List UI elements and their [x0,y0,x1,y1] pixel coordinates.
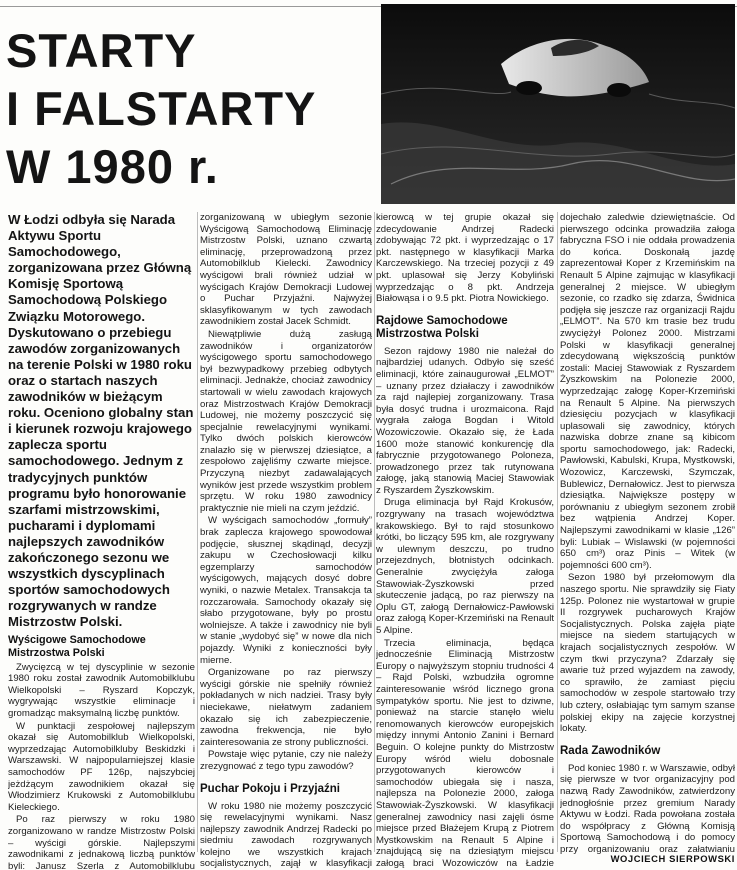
racing-car-photo [381,4,735,204]
body-paragraph: zorganizowaną w ubiegłym sezonie Wyścigową Samochodową Eliminację Mistrzostw Polski, uznano czwartą eliminację, przeprowadzoną przez Automobilklub Kielecki. Zawodnicy wyścigowi brali również udział w wyścigach Krajów Demokracji Ludowej o Puchar Przyjaźni. Najwyżej sklasyfikowanym w tych zawodach zawodnikiem został Jacek Schmidt. [200,212,372,328]
lead-paragraph: W Łodzi odbyła się Narada Aktywu Sportu Samochodowego, zorganizowana przez Główną Komisję Sportową Samochodową Polskiego Związku Motorowego. Dyskutowano o przebiegu zawodów zorganizowanych na terenie Polski w 1980 roku oraz o startach naszych zawodników w bieżącym roku. Oceniono globalny stan i kierunek rozwoju krajowego zaplecza sportu samochodowego. Jednym z tradycyjnych punktów programu było honorowanie szarfami mistrzowskimi, pucharami i dyplomami najlepszych zawodników zakończonego sezonu we wszystkich dyscyplinach sportów samochodowych rozgrywanych w randze Mistrzostw Polski. [8,212,194,630]
headline [6,22,376,196]
column-rule [197,212,198,852]
section-heading-rada: Rada Zawodników [560,744,661,757]
column-1 [8,212,195,870]
body-paragraph: kierowcą w tej grupie okazał się zdecydowanie Andrzej Radecki zdobywając 72 pkt. i wyprzedzając o 17 pkt. następnego w klasyfikacji Marka Karczewskiego. Na trzeciej pozycji z 49 pkt. uplasował się Jerzy Kobyliński wyprzedzając o 8 pkt. Andrzeja Białowąsa i o 9.5 pkt. Piotra Nowickiego. [376,212,554,305]
section-heading-wyscigowe: Wyścigowe Samochodowe Mistrzostwa Polski [8,634,146,660]
column-rule [557,212,558,852]
body-paragraph: Trzecia eliminacja, będąca jednocześnie Eliminacją Mistrzostw Europy o najwyższym stopniu trudności 4 – Rajd Polski, wzbudziła ogromne zainteresowanie wśród licznego grona sympatyków sportu. Nie jest to dziwne, ponieważ na starcie stanęło wielu renomowanych kierowców europejskich między innymi Antonio Zanini i Bernard Beguin. O kolejne punkty do Mistrzostw Europy wśród wielu dobosnale przygotowanych kierowców i samochodów ubiegała się i nasza, najlepsza na Polonezie 2000, załoga Stawowiak-Żyszkowski. W klasyfikacji generalnej zawodnicy nasi zajęli ósme miejsce przed Błażejem Krupą z Piotrem Mystkowskim na Renault 5 Alpine i znajdującą się na dziesiątym miejscu załogą braci Wozowiczów na Ładzie [376,637,554,869]
body-paragraph: Druga eliminacja był Rajd Krokusów, rozgrywany na trasach województwa krakowskiego. Był to rajd stosunkowo krótki, bo liczący 595 km, ale rozgrywany w ulewnym deszczu, po trudno przejezdnych, błotnistych odcinkach. Generalnie zwyciężyła załoga Stawowiak-Żyszkowski przed skuteczenie jadącą, po raz pierwszy na Oplu GT, załogą Dernałowicz-Pawłowski oraz załogą Koper-Krzemiński na Renault 5 Alpine. [376,497,554,636]
body-paragraph: Powstaje więc pytanie, czy nie należy zrezygnować z tego typu zawodów? [200,749,372,772]
body-paragraph: Po raz pierwszy w roku 1980 zorganizowano w randze Mistrzostw Polski – wyścigi górskie. Najlepszymi zawodnikami z jednakową liczbą punktów byli: Janusz Szerla z Automobilklubu [8,814,195,870]
body-paragraph: Sezon 1980 był przełomowym dla naszego sportu. Nie sprawdziły się Fiaty 125p. Polonez nie wystartował w grupie II rozgrywek pucharowych Krajów Socjalistycznych. Polska zajęła piąte miejsce na siedem startujących w krajach socjalistycznych zespołów. W czym tkwi przyczyna? Zdarzały się awarie tuż przed wyjazdem na zawody, co sprawiło, że zamiast pięciu samochodów w zespole startowało trzy lub cztery, osłabiając tym samym szanse polskiej ekipy na zajęcie korzystnej lokaty. [560,572,735,735]
headline-line-1: STARTY [6,24,197,77]
body-paragraph: Zwycięzcą w tej dyscyplinie w sezonie 1980 roku został zawodnik Automobilklubu Wielkopolski – Ryszard Kopczyk, wygrywając wszystkie eliminacje i gromadząc maksymalną liczbę punktów. [8,661,195,719]
author-byline: WOJCIECH SIERPOWSKI [610,853,735,864]
section-heading-puchar-pokoju: Puchar Pokoju i Przyjaźni [200,782,340,795]
body-paragraph: dojechało zaledwie dziewiętnaście. Od pierwszego odcinka prowadziła załoga fabryczna FSO i nie oddała prowadzenia do końca. Doskonałą jazdę zaprezentował Koper z Krzemińskim na Renault 5 Alpine zajmując w klasyfikacji generalnej 2 miejsce. W ubiegłym sezonie, co rzadko się zdarza, Świdnica podjęła się jeszcze raz organizacji Rajdu „ELMOT”. Na 570 km trasie bez trudu zwyciężył Polonez 2000. Mistrzami Polski w klasyfikacji generalnej zdecydowaną większością punktów zostali: Maciej Stawowiak z Ryszardem Żyszkowskim na Polonezie 2000, wyprzedzając załogę Koper-Krzemiński na Renault 5 Alpine. Na pierwszych dziesięciu pozycjach w klasyfikacji uplasowali się zawodnicy, których nazwiska dobrze znane są kibicom sportu samochodowego, jak: Radecki, Pawłowski, Kabulski, Krupa, Mystkowski, Wozowicz, Karczewski, Szymczak, Bublewicz, Dernałowicz. Jest to pierwsza dziesiątka. Największe postępy w porównaniu z ubiegłym sezonem zrobił bez wątpienia Andrzej Koper. Najlepszymi zawodnikami w klasie „126” byli: Lubiak – Wislawski (w pojemności 650 cm³) oraz Pinis – Witek (w pojemności 600 cm³). [560,212,735,571]
section-heading-rajdowe: Rajdowe Samochodowe Mistrzostwa Polski [376,314,508,340]
body-paragraph: W roku 1980 nie możemy poszczycić się rewelacyjnymi wynikami. Nasz najlepszy zawodnik Andrzej Radecki po siedmiu zawodach rozgrywanych kolejno we wszystkich krajach socjalistycznych, zajął w klasyfikacji [200,800,372,870]
headline-line-2: I FALSTARTY [6,82,317,135]
body-paragraph: W wyścigach samochodów „formuły” brak zaplecza krajowego spowodował podjęcie, słusznej skądinąd, decyzji zakupu w Czechosłowacji kilku egzemplarzy samochodów wyścigowych, mających dosyć dobre wyniki, o nazwie Metalex. Transakcja ta rozczarowała. Samochody okazały się słabo przygotowane, były po prostu wolniejsze. A także i zawodnicy nie byli w stanie „wydobyć się” w nowe dla nich pojazdy. Wyniki z konieczności były mierne. [200,515,372,666]
body-paragraph: Organizowane po raz pierwszy wyścigi górskie nie spełniły również pokładanych w nich nadziei. Trasy były nieciekawe, niełatwym zadaniem okazało się ich zabezpieczenie, zawodna frekwencja, nie było zainteresowania ze strony publiczności. [200,667,372,748]
body-paragraph: Niewątpliwie dużą zasługą zawodników i organizatorów wyścigowego sportu samochodowego był bezwypadkowy przebieg odbytych eliminacji. Jednakże, chociaż zawodnicy startowali w wielu zawodach krajowych oraz Mistrzostwach Krajów Demokracji Ludowej, nie możemy poszczycić się specjalnie rewelacyjnymi wynikami. Tylko dwóch polskich kierowców znalazło się w pierwszej dziesiątce, a zespołowo zajęliśmy czwarte miejsce. Przyczyną niezbyt zadawalających wyników jest przede wszystkim problem sprzętu. W roku 1980 zawodnicy praktycznie nie mieli na czym jeździć. [200,328,372,514]
body-paragraph: Pod koniec 1980 r. w Warszawie, odbył się pierwsze w tvor organizacyjny pod nazwą Rady Zawodników, zatwierdzony jednogłośnie przez gremium Narady Aktywu w Łodzi. Rada powołana została do współpracy z Główną Komisją Sportową Samochodową i do pomocy przy organizowaniu oraz załatwianiu [560,762,735,854]
column-4 [560,212,735,870]
column-3 [376,212,554,870]
body-paragraph: Sezon rajdowy 1980 nie należał do najbardziej udanych. Odbyło się sześć eliminacji, które zainaugurował „ELMOT” – uznany przez działaczy i zawodników za rajd najlepiej zorganizowany. Trasa była dosyć trudna i urozmaicona. Rajd wygrała załoga Bogdan i Witold Wozowiczowie. Okazało się, że Łada 1600 może stanowić konkurencję dla fabrycznie przygotowanego Poloneza, prowadzonego przez tak rutynowana załogę, jaką stanowią Maciej Stawowiak z Ryszardem Żyszkowskim. [376,345,554,496]
body-paragraph: W punktacji zespołowej najlepszym okazał się Automobilklub Wielkopolski, wyprzedzając Automobilkluby Beskidzki i Warszawski. W najpopularniejszej klasie samochodów PF 126p, najszybciej jeżdżącym zawodnikiem okazał się Włodzimierz Krukowski z Automobilklubu Kieleckiego. [8,720,195,813]
column-rule [374,212,375,852]
headline-line-3: W 1980 r. [6,140,219,193]
column-2 [200,212,372,870]
